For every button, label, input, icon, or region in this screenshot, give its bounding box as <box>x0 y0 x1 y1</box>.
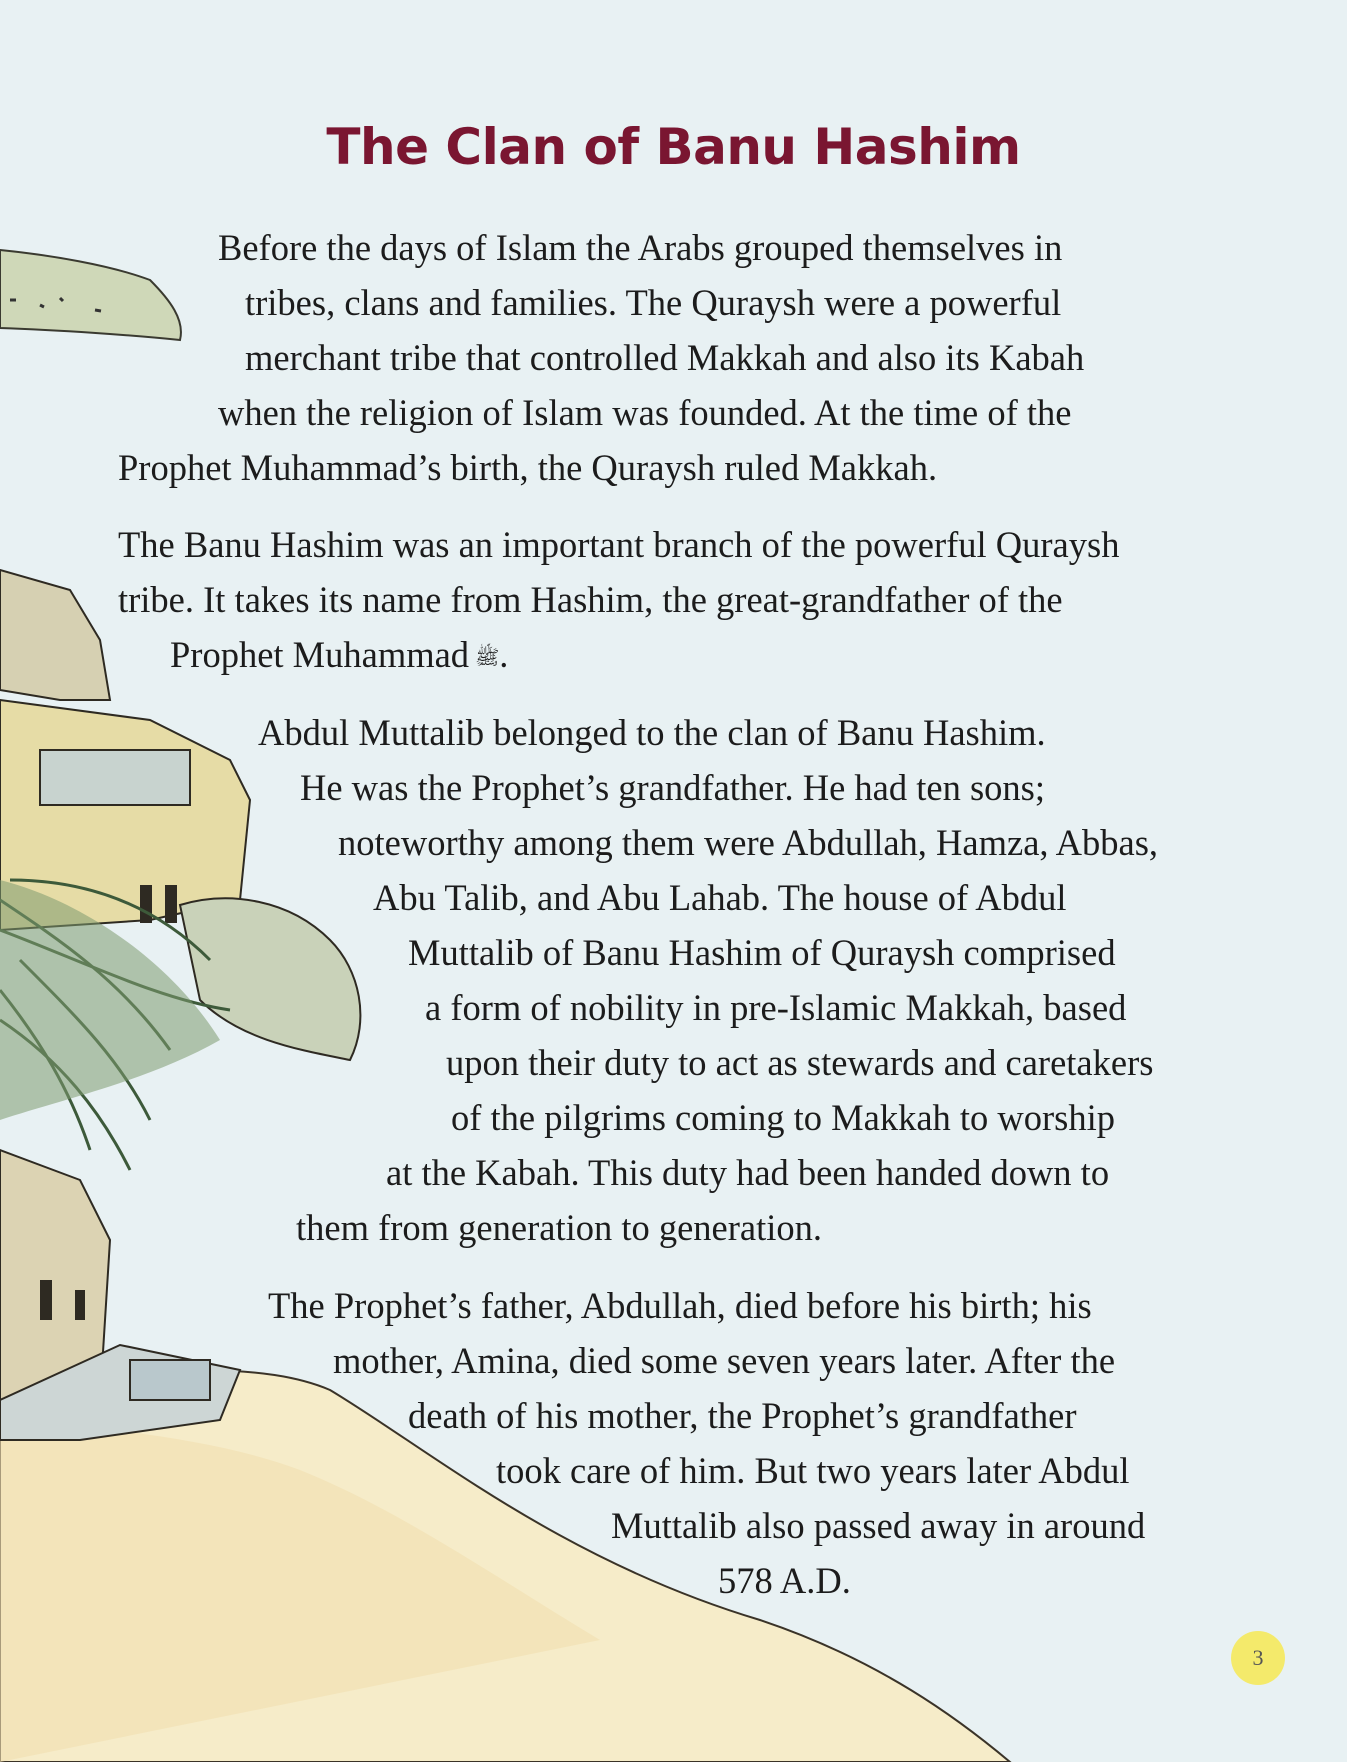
text-line: upon their duty to act as stewards and caretakers <box>446 1042 1154 1083</box>
text-line: merchant tribe that controlled Makkah and also its Kabah <box>245 337 1085 378</box>
text-line: at the Kabah. This duty had been handed down to <box>386 1152 1110 1193</box>
text-line: Abu Talib, and Abu Lahab. The house of Abdul <box>373 877 1067 918</box>
text-line: took care of him. But two years later Abdul <box>496 1450 1130 1491</box>
text-line: The Prophet’s father, Abdullah, died before his birth; his <box>268 1285 1092 1326</box>
text-period: . <box>499 634 509 675</box>
page-number-badge: 3 <box>1231 1631 1285 1685</box>
text-line <box>170 634 509 675</box>
text-line: tribes, clans and families. The Quraysh were a powerful <box>245 282 1062 323</box>
rock-top <box>0 250 181 340</box>
text-line: Muttalib also passed away in around <box>611 1505 1146 1546</box>
text-line: The Banu Hashim was an important branch of the powerful Quraysh <box>118 524 1120 565</box>
text-line: Abdul Muttalib belonged to the clan of Banu Hashim. <box>258 712 1046 753</box>
text-line: noteworthy among them were Abdullah, Hamza, Abbas, <box>338 822 1159 863</box>
salutation-glyph: ﷺ <box>475 645 500 669</box>
text-line: death of his mother, the Prophet’s grandfather <box>408 1395 1077 1436</box>
page-title: The Clan of Banu Hashim <box>326 118 1021 176</box>
text-line: tribe. It takes its name from Hashim, the great-grandfather of the <box>118 579 1063 620</box>
text-line: a form of nobility in pre-Islamic Makkah, based <box>425 987 1127 1028</box>
text-line: Before the days of Islam the Arabs grouped themselves in <box>218 227 1063 268</box>
text-line-content: Prophet Muhammad <box>170 634 470 675</box>
text-line: Prophet Muhammad’s birth, the Quraysh ruled Makkah. <box>118 447 938 488</box>
text-line: them from generation to generation. <box>296 1207 823 1248</box>
text-line: 578 A.D. <box>718 1560 851 1601</box>
text-line: Muttalib of Banu Hashim of Quraysh comprised <box>408 932 1116 973</box>
text-line: when the religion of Islam was founded. At the time of the <box>218 392 1072 433</box>
text-line: He was the Prophet’s grandfather. He had ten sons; <box>300 767 1046 808</box>
text-line: of the pilgrims coming to Makkah to worship <box>451 1097 1116 1138</box>
text-line: mother, Amina, died some seven years later. After the <box>333 1340 1116 1381</box>
house-upper <box>0 570 110 700</box>
